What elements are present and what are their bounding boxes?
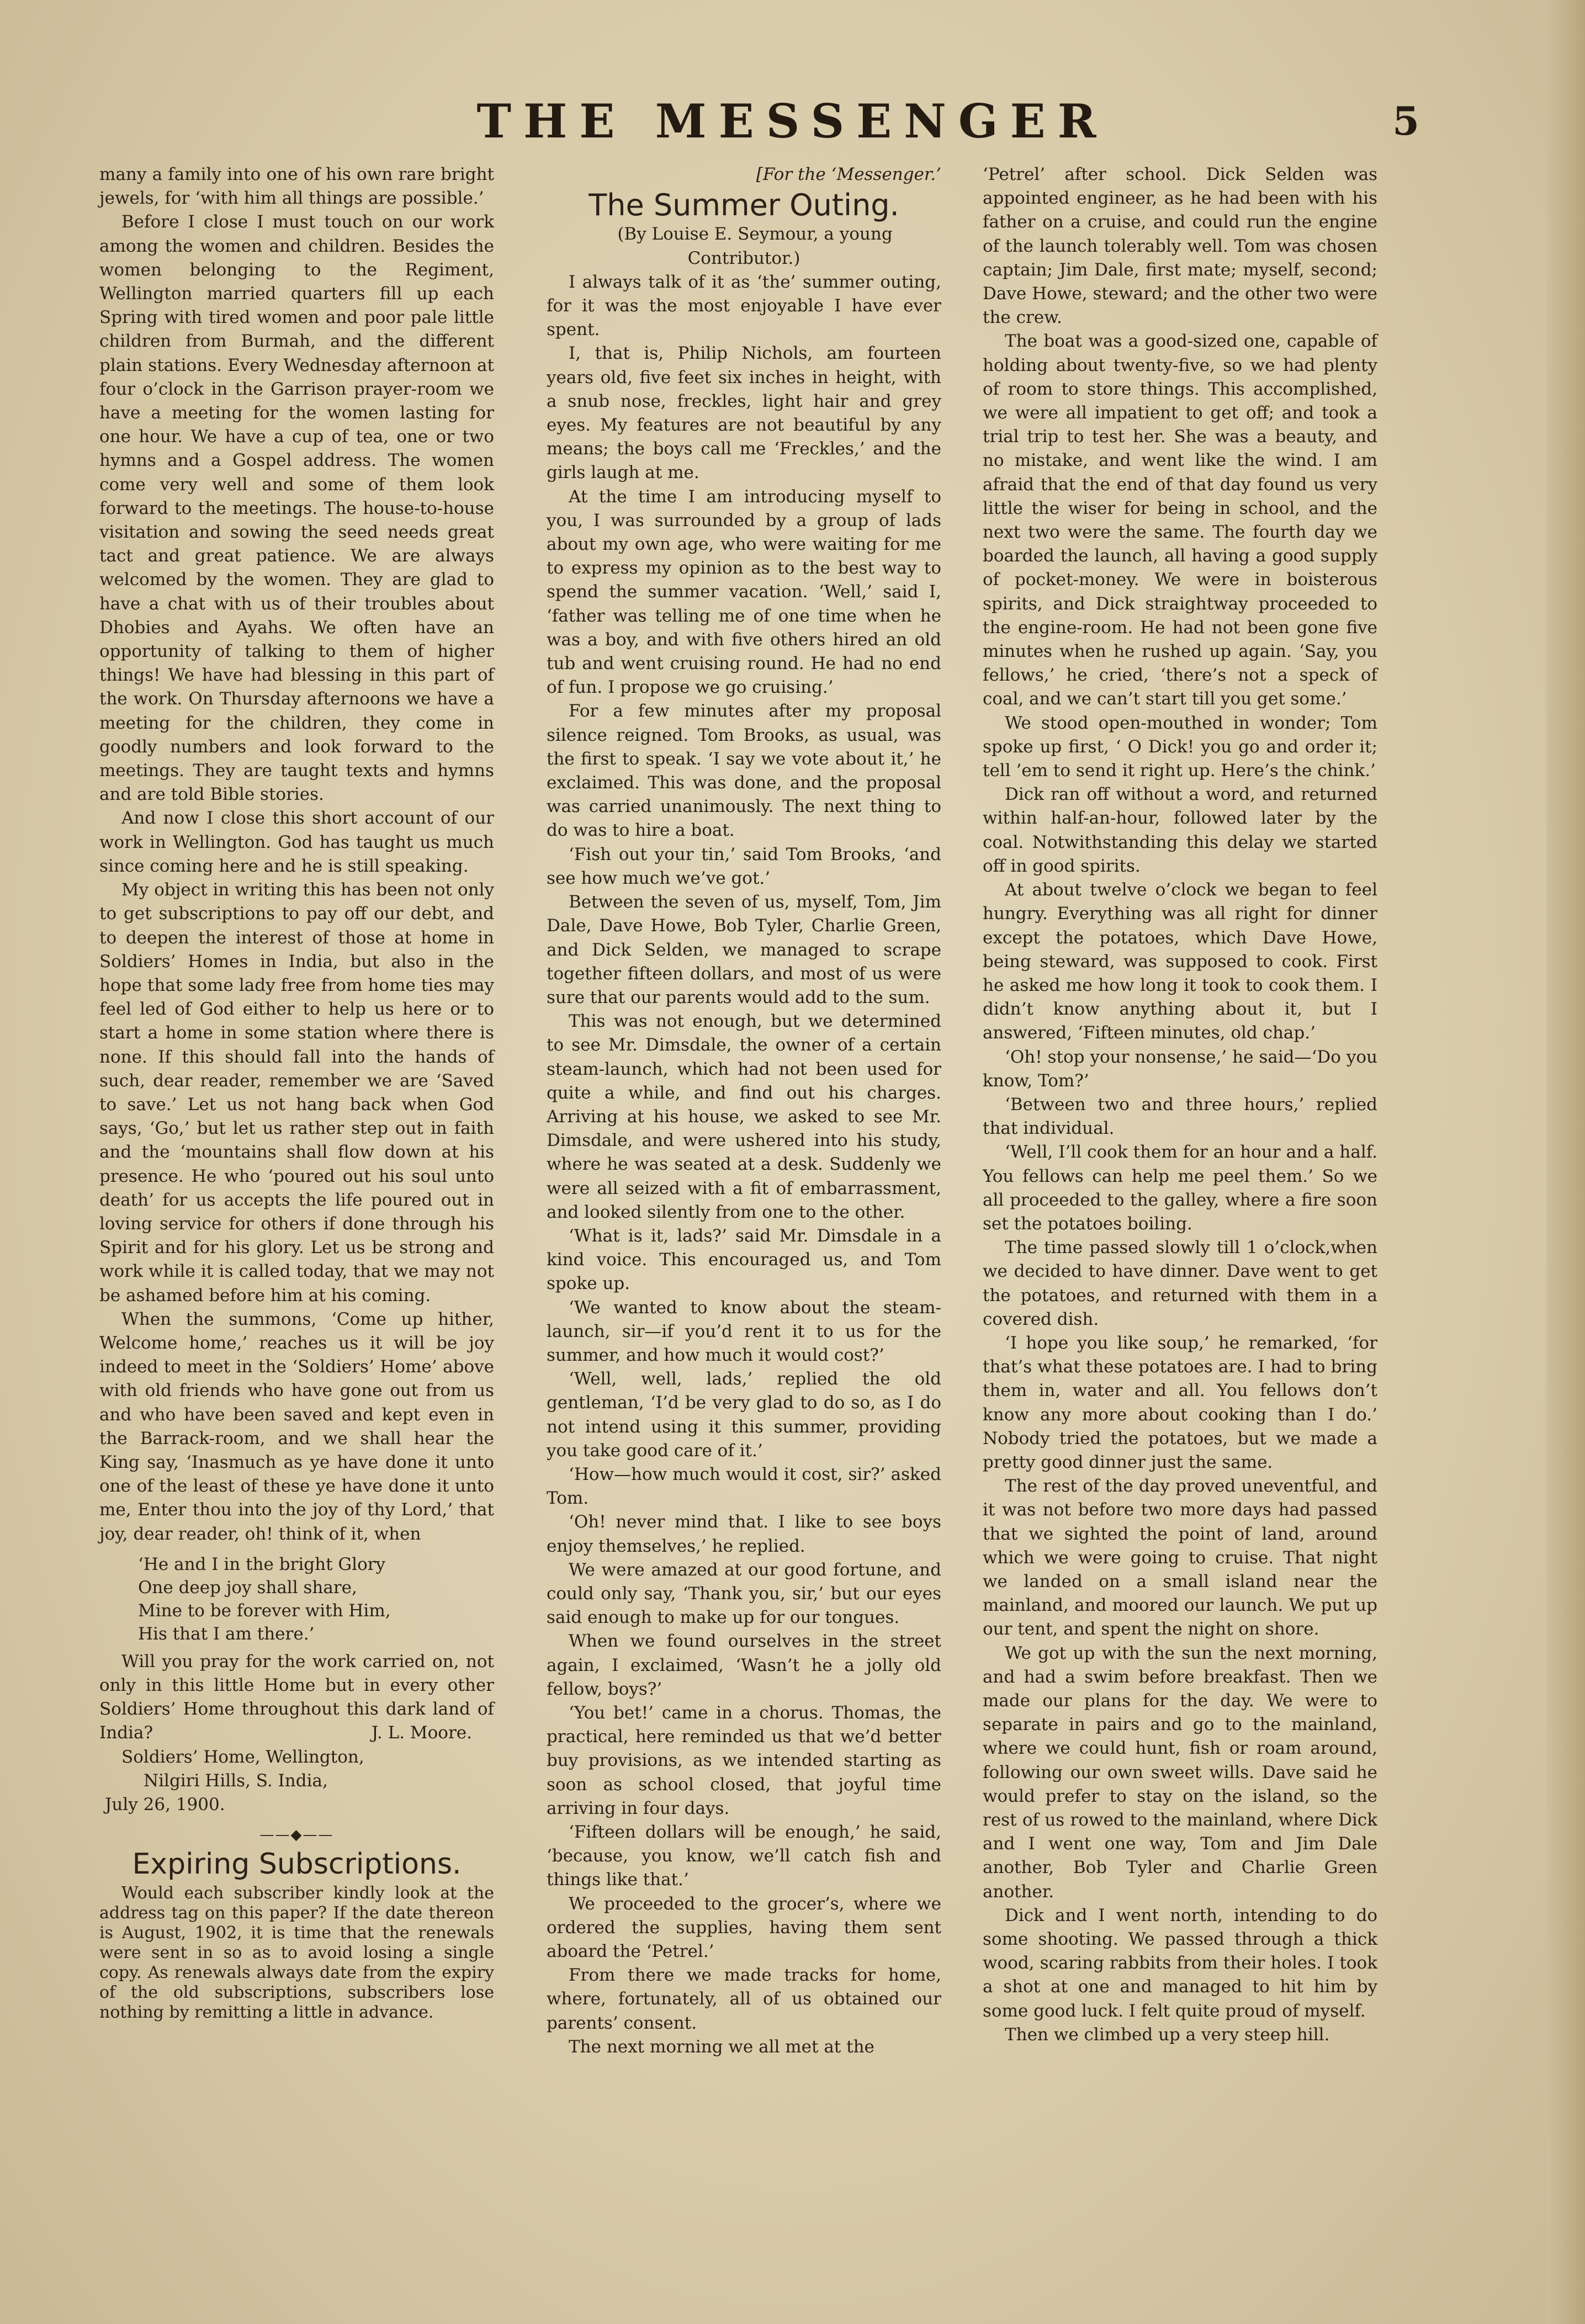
closing-text: Will you pray for the work carried on, not only in this little Home but in every other Soldiers’ Home throughout this dark land of India? bbox=[99, 1651, 494, 1743]
paragraph: This was not enough, but we determined to see Mr. Dimsdale, the owner of a certain steam-launch, which had not been used for quite a while, and find out his charges. Arriving at his house, we asked to see Mr. Dimsdale, and were ushered into his study, where he was seated at a desk. Suddenly we were all seized with a fit of embarrassment, and looked silently from one to the other. bbox=[547, 1011, 941, 1222]
address-line: Soldiers’ Home, Wellington, bbox=[121, 1747, 364, 1767]
poem bbox=[138, 1553, 494, 1646]
closing-paragraph bbox=[99, 1650, 494, 1745]
poem-line: His that I am there.’ bbox=[138, 1623, 315, 1644]
paragraph: Between the seven of us, myself, Tom, Jim Dale, Dave Howe, Bob Tyler, Charlie Green, and Dick Selden, we managed to scrape together fifteen dollars, and most of us were sure that our parents would add to the sum. bbox=[547, 892, 941, 1007]
paragraph: Before I close I must touch on our work among the women and children. Besides the women belonging to the Regiment, Wellington married quarters fill up each Spring with tired women and poor pale little children from Burmah, and the different plain stations. Every Wednesday afternoon at four o’clock in the Garrison prayer-room we have a meeting for the women lasting for one hour. We have a cup of tea, one or two hymns and a Gospel address. The women come very well and some of them look forward to the meetings. The house-to-house visitation and sowing the seed needs great tact and great patience. We are always welcomed by the women. They are glad to have a chat with us of their troubles about Dhobies and Ayahs. We often have an opportunity of talking to them of higher things! We have had blessing in this part of the work. On Thursday afternoons we have a meeting for the children, they come in goodly numbers and look forward to the meetings. They are taught texts and hymns and are told Bible stories. bbox=[99, 212, 494, 805]
paragraph: ‘Oh! stop your nonsense,’ he said—‘Do you know, Tom?’ bbox=[983, 1047, 1377, 1091]
paragraph: ‘Fish out your tin,’ said Tom Brooks, ‘and see how much we’ve got.’ bbox=[547, 844, 941, 888]
paragraph: ‘We wanted to know about the steam-launch, sir—if you’d rent it to us for the summer, and how much it would cost?’ bbox=[547, 1297, 941, 1365]
paragraph: At the time I am introducing myself to you, I was surrounded by a group of lads about my own age, who were waiting for me to express my opinion as to the best way to spend the summer vacation. ‘Well,’ said I, ‘father was telling me of one time when he was a boy, and with five others hired an old tub and went cruising round. He had no end of fun. I propose we go cruising.’ bbox=[547, 486, 941, 698]
paragraph: From there we made tracks for home, where, fortunately, all of us obtained our parents’ consent. bbox=[547, 1965, 941, 2033]
paragraph: Dick and I went north, intending to do some shooting. We passed through a thick wood, scaring rabbits from their holes. I took a shot at one and managed to hit him by some good luck. I felt quite proud of myself. bbox=[983, 1905, 1377, 2021]
poem-line: Mine to be forever with Him, bbox=[138, 1600, 391, 1621]
paragraph: ‘Petrel’ after school. Dick Selden was appointed engineer, as he had been with his father on a cruise, and could run the engine of the launch tolerably well. Tom was chosen captain; Jim Dale, first mate; myself, second; Dave Howe, steward; and the other two were the crew. bbox=[983, 165, 1377, 328]
column-3 bbox=[983, 163, 1377, 2047]
paragraph: I, that is, Philip Nichols, am fourteen years old, five feet six inches in height, with a snub nose, freckles, light hair and grey eyes. My features are not beautiful by any means; the boys call me ‘Freckles,’ and the girls laugh at me. bbox=[547, 343, 941, 483]
address-line: Nilgiri Hills, S. India, bbox=[144, 1770, 328, 1791]
paragraph: ‘I hope you like soup,’ he remarked, ‘for that’s what these potatoes are. I had to bring them in, water and all. You fellows don’t know any more about cooking than I do.’ Nobody tried the potatoes, but we made a pretty good dinner just the same. bbox=[983, 1333, 1377, 1472]
author-signature: J. L. Moore. bbox=[371, 1723, 472, 1743]
paragraph: We were amazed at our good fortune, and could only say, ‘Thank you, sir,’ but our eyes said enough to make up for our tongues. bbox=[547, 1559, 941, 1628]
paragraph: For a few minutes after my proposal silence reigned. Tom Brooks, as usual, was the first to speak. ‘I say we vote about it,’ he exclaimed. This was done, and the proposal was carried unanimously. The next thing to do was to hire a boat. bbox=[547, 701, 941, 841]
notice-text: Would each subscriber kindly look at the address tag on this paper? If the date thereon is August, 1902, it is time that the renewals were sent in so as to avoid losing a single copy. As renewals always date from the expiry of the old subscriptions, subscribers lose nothing by remitting a little in advance. bbox=[99, 1883, 494, 2022]
paragraph: The next morning we all met at the bbox=[569, 2036, 874, 2057]
notice-title: Expiring Subscriptions. bbox=[132, 1848, 462, 1881]
paragraph: ‘Well, well, lads,’ replied the old gentleman, ‘I’d be very glad to do so, as I do not intend using it this summer, providing you take good care of it.’ bbox=[547, 1369, 941, 1461]
page-number: 5 bbox=[1392, 98, 1419, 144]
column-1 bbox=[99, 163, 494, 2023]
paragraph: My object in writing this has been not only to get subscriptions to pay off our debt, and to deepen the interest of those at home in Soldiers’ Homes in India, but also in the hope that some lady free from home ties may feel led of God either to help us here or to start a home in some station where there is none. If this should fall into the hands of such, dear reader, remember we are ‘Saved to save.’ Let us not hang back when God says, ‘Go,’ but let us rather step out in faith and the ‘mountains shall flow down at his presence. He who ‘poured out his soul unto death’ for us accepts the life poured out in loving service for others if done through his Spirit and for his glory. Let us be strong and work while it is called today, that we may not be ashamed before him at his coming. bbox=[99, 880, 494, 1306]
paragraph: ‘Well, I’ll cook them for an hour and a half. You fellows can help me peel them.’ So we all proceeded to the galley, where a fire soon set the potatoes boiling. bbox=[983, 1142, 1377, 1234]
paragraph: We got up with the sun the next morning, and had a swim before breakfast. Then we made our plans for the day. We were to separate in pairs and go to the mainland, where we could hunt, fish or roam around, following our own sweet wills. Dave said he would prefer to stay on the island, so the rest of us rowed to the mainland, where Dick and I went one way, Tom and Jim Dale another, Bob Tyler and Charlie Green another. bbox=[983, 1643, 1377, 1902]
masthead: THE MESSENGER bbox=[476, 94, 1109, 148]
paragraph: I always talk of it as ‘the’ summer outing, for it was the most enjoyable I have ever spent. bbox=[547, 272, 941, 340]
story-credit: [For the ‘Messenger.’ bbox=[756, 165, 941, 184]
column-2 bbox=[547, 163, 941, 2059]
section-divider: ——◆—— bbox=[259, 1827, 334, 1844]
paragraph: We proceeded to the grocer’s, where we ordered the supplies, having them sent aboard the ‘Petrel.’ bbox=[547, 1893, 941, 1962]
page-edge bbox=[1546, 0, 1585, 2324]
paragraph: We stood open-mouthed in wonder; Tom spoke up first, ‘ O Dick! you go and order it; tell ’em to send it right up. Here’s the chink.’ bbox=[983, 713, 1377, 781]
paragraph: And now I close this short account of our work in Wellington. God has taught us much since coming here and he is still speaking. bbox=[99, 808, 494, 876]
paragraph: The rest of the day proved uneventful, and it was not before two more days had passed that we sighted the point of land, around which we were going to cruise. That night we landed on a small island near the mainland, and moored our launch. We put up our tent, and spent the night on shore. bbox=[983, 1476, 1377, 1639]
paragraph: Then we climbed up a very steep hill. bbox=[1005, 2024, 1330, 2045]
paragraph: The time passed slowly till 1 o’clock,when we decided to have dinner. Dave went to get the potatoes, and returned with them in a covered dish. bbox=[983, 1238, 1377, 1329]
paragraph: When the summons, ‘Come up hither, Welcome home,’ reaches us it will be joy indeed to meet in the ‘Soldiers’ Home’ above with old friends who have gone out from us and who have been saved and kept even in the Barrack-room, and we shall hear the King say, ‘Inasmuch as ye have done it unto one of the least of these ye have done it unto me, Enter thou into the joy of thy Lord,’ that joy, dear reader, oh! think of it, when bbox=[99, 1309, 494, 1544]
paragraph: When we found ourselves in the street again, I exclaimed, ‘Wasn’t he a jolly old fellow, boys?’ bbox=[547, 1631, 941, 1699]
paragraph: ‘Between two and three hours,’ replied that individual. bbox=[983, 1094, 1377, 1139]
paragraph: The boat was a good-sized one, capable of holding about twenty-five, so we had plenty of room to store things. This accomplished, we were all impatient to get off; and took a trial trip to test her. She was a beauty, and no mistake, and went like the wind. I am afraid that the end of that day found us very little the wiser for being in school, and the next two were the same. The fourth day we boarded the launch, all having a good supply of pocket-money. We were in boisterous spirits, and Dick straightway proceeded to the engine-room. He had not been gone five minutes when he rushed up again. ‘Say, you fellows,’ he cried, ‘there’s not a speck of coal, and we can’t start till you get some.’ bbox=[983, 331, 1377, 709]
paragraph: ‘You bet!’ came in a chorus. Thomas, the practical, here reminded us that we’d better buy provisions, as we intended starting as soon as school closed, that joyful time arriving in four days. bbox=[547, 1703, 941, 1818]
paragraph: Dick ran off without a word, and returned within half-an-hour, followed later by the coal. Notwithstanding this delay we started off in good spirits. bbox=[983, 784, 1377, 876]
poem-line: One deep joy shall share, bbox=[138, 1577, 357, 1598]
paragraph: ‘What is it, lads?’ said Mr. Dimsdale in a kind voice. This encouraged us, and Tom spoke up. bbox=[547, 1225, 941, 1294]
paragraph: ‘How—how much would it cost, sir?’ asked Tom. bbox=[547, 1464, 941, 1509]
story-title: The Summer Outing. bbox=[589, 188, 899, 223]
paragraph: ‘Fifteen dollars will be enough,’ he said, ‘because, you know, we’ll catch fish and things like that.’ bbox=[547, 1822, 941, 1890]
paragraph: ‘Oh! never mind that. I like to see boys enjoy themselves,’ he replied. bbox=[547, 1512, 941, 1556]
paragraph: many a family into one of his own rare bright jewels, for ‘with him all things are possible.’ bbox=[99, 165, 494, 209]
address-line: July 26, 1900. bbox=[105, 1795, 225, 1814]
poem-line: ‘He and I in the bright Glory bbox=[138, 1554, 386, 1574]
story-byline: (By Louise E. Seymour, a young Contributor.) bbox=[617, 224, 893, 268]
paragraph: At about twelve o’clock we began to feel hungry. Everything was all right for dinner except the potatoes, which Dave Howe, being steward, was supposed to cook. First he asked me how long it took to cook them. I didn’t know anything about it, but I answered, ‘Fifteen minutes, old chap.’ bbox=[983, 880, 1377, 1043]
